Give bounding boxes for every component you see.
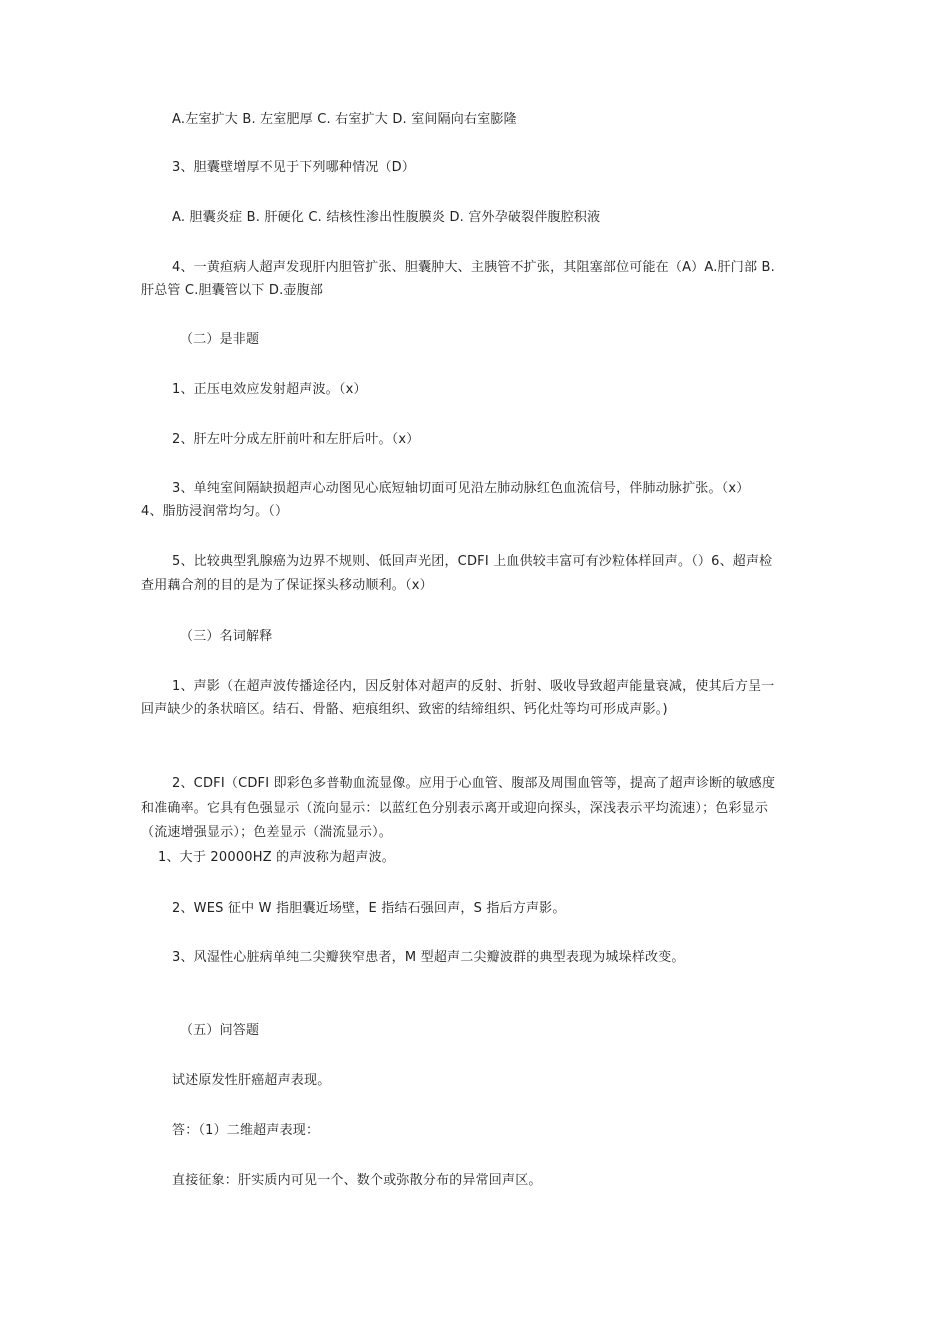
question-4-line-2: 肝总管 C.胆囊管以下 D.壶腹部 (141, 283, 324, 298)
true-false-item-5-line-2: 查用藕合剂的目的是为了保证探头移动顺利。（x） (141, 578, 433, 593)
options-line-q2: A.左室扩大 B. 左室肥厚 C. 右室扩大 D. 室间隔向右室膨隆 (172, 112, 517, 127)
question-3: 3、胆囊壁增厚不见于下列哪种情况（D） (172, 160, 416, 175)
qa-answer-line: 直接征象：肝实质内可见一个、数个或弥散分布的异常回声区。 (172, 1173, 542, 1188)
qa-answer-heading: 答：（1）二维超声表现： (172, 1123, 320, 1138)
true-false-item-5-line-1: 5、比较典型乳腺癌为边界不规则、低回声光团，CDFI 上血供较丰富可有沙粒体样回声。（）6、超声检 (172, 554, 773, 569)
true-false-item-2: 2、肝左叶分成左肝前叶和左肝后叶。（x） (172, 432, 420, 447)
term-2-line-2: 和准确率。它具有色强显示（流向显示：以蓝红色分别表示离开或迎向探头，深浅表示平均流速）；色彩显示 (141, 801, 769, 816)
true-false-item-4: 4、脂肪浸润常均匀。（） (141, 504, 289, 519)
term-2-line-3: （流速增强显示）；色差显示（湍流显示）。 (141, 825, 393, 840)
section-heading-qa: （五）问答题 (180, 1023, 260, 1038)
fill-item-3: 3、风湿性心脏病单纯二尖瓣狭窄患者，M 型超声二尖瓣波群的典型表现为城垛样改变。 (172, 950, 685, 965)
question-4-line-1: 4、一黄疸病人超声发现肝内胆管扩张、胆囊肿大、主胰管不扩张，其阻塞部位可能在（A）A.肝门部 B. (172, 260, 775, 275)
section-heading-terms: （三）名词解释 (180, 629, 273, 644)
section-heading-true-false: （二）是非题 (180, 332, 260, 347)
options-line-q3: A. 胆囊炎症 B. 肝硬化 C. 结核性渗出性腹膜炎 D. 宫外孕破裂伴腹腔积液 (172, 210, 601, 225)
true-false-item-1: 1、正压电效应发射超声波。（x） (172, 382, 367, 397)
true-false-item-3: 3、单纯室间隔缺损超声心动图见心底短轴切面可见沿左肺动脉红色血流信号，伴肺动脉扩张。（x） (172, 481, 750, 496)
qa-question: 试述原发性肝癌超声表现。 (172, 1073, 331, 1088)
fill-item-1: 1、大于 20000HZ 的声波称为超声波。 (158, 850, 395, 865)
term-2-line-1: 2、CDFI（CDFI 即彩色多普勒血流显像。应用于心血管、腹部及周围血管等，提高了超声诊断的敏感度 (172, 776, 776, 791)
term-1-line-2: 回声缺少的条状暗区。结石、骨骼、疤痕组织、致密的结缔组织、钙化灶等均可形成声影。) (141, 702, 668, 717)
term-1-line-1: 1、声影（在超声波传播途径内，因反射体对超声的反射、折射、吸收导致超声能量衰减，使其后方呈一 (172, 679, 775, 694)
fill-item-2: 2、WES 征中 W 指胆囊近场壁，E 指结石强回声，S 指后方声影。 (172, 901, 566, 916)
